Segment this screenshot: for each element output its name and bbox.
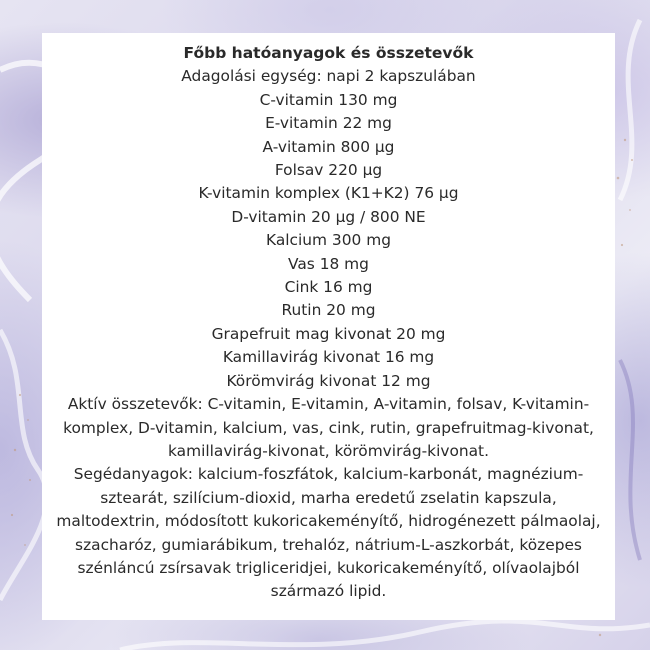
ingredient-item: Kamillavirág kivonat 16 mg [222,348,435,367]
ingredient-item: Grapefruit mag kivonat 20 mg [211,324,446,343]
card-heading: Főbb hatóanyagok és összetevők [183,44,474,62]
ingredient-item: Rutin 20 mg [281,301,376,320]
ingredient-item: D-vitamin 20 µg / 800 NE [231,207,426,226]
excipients-paragraph: Segédanyagok: kalcium-foszfátok, kalcium-karbonát, magnézium-sztearát, szilícium-dioxid, marha eredetű zselatin kapszula, maltodextrin, módosított kukoricakeményítő, hidrogénezett pálmaolaj, szacharóz, gumiarábikum, trehalóz, nátrium-L-aszkorbát, közepes szénláncú zsírsavak trigliceridjei, kukoricakeményítő, olívaolajból származó lipid. [56,465,601,601]
ingredient-item: Kalcium 300 mg [266,231,391,250]
ingredient-item: K-vitamin komplex (K1+K2) 76 µg [198,184,459,203]
dosage-line: Adagolási egység: napi 2 kapszulában [181,67,476,86]
ingredients-card [42,33,615,620]
ingredient-item: A-vitamin 800 µg [262,137,395,156]
ingredient-item: C-vitamin 130 mg [259,90,398,109]
ingredient-item: E-vitamin 22 mg [265,114,392,133]
ingredient-item: Vas 18 mg [288,254,369,273]
ingredient-item: Folsav 220 µg [274,161,383,180]
ingredient-item: Cink 16 mg [284,278,373,297]
active-ingredients-paragraph: Aktív összetevők: C-vitamin, E-vitamin, A-vitamin, folsav, K-vitamin-komplex, D-vitamin, kalcium, vas, cink, rutin, grapefruitmag-kivonat, kamillavirág-kivonat, körömvirág-kivonat. [63,395,594,460]
ingredient-item: Körömvirág kivonat 12 mg [226,371,431,390]
